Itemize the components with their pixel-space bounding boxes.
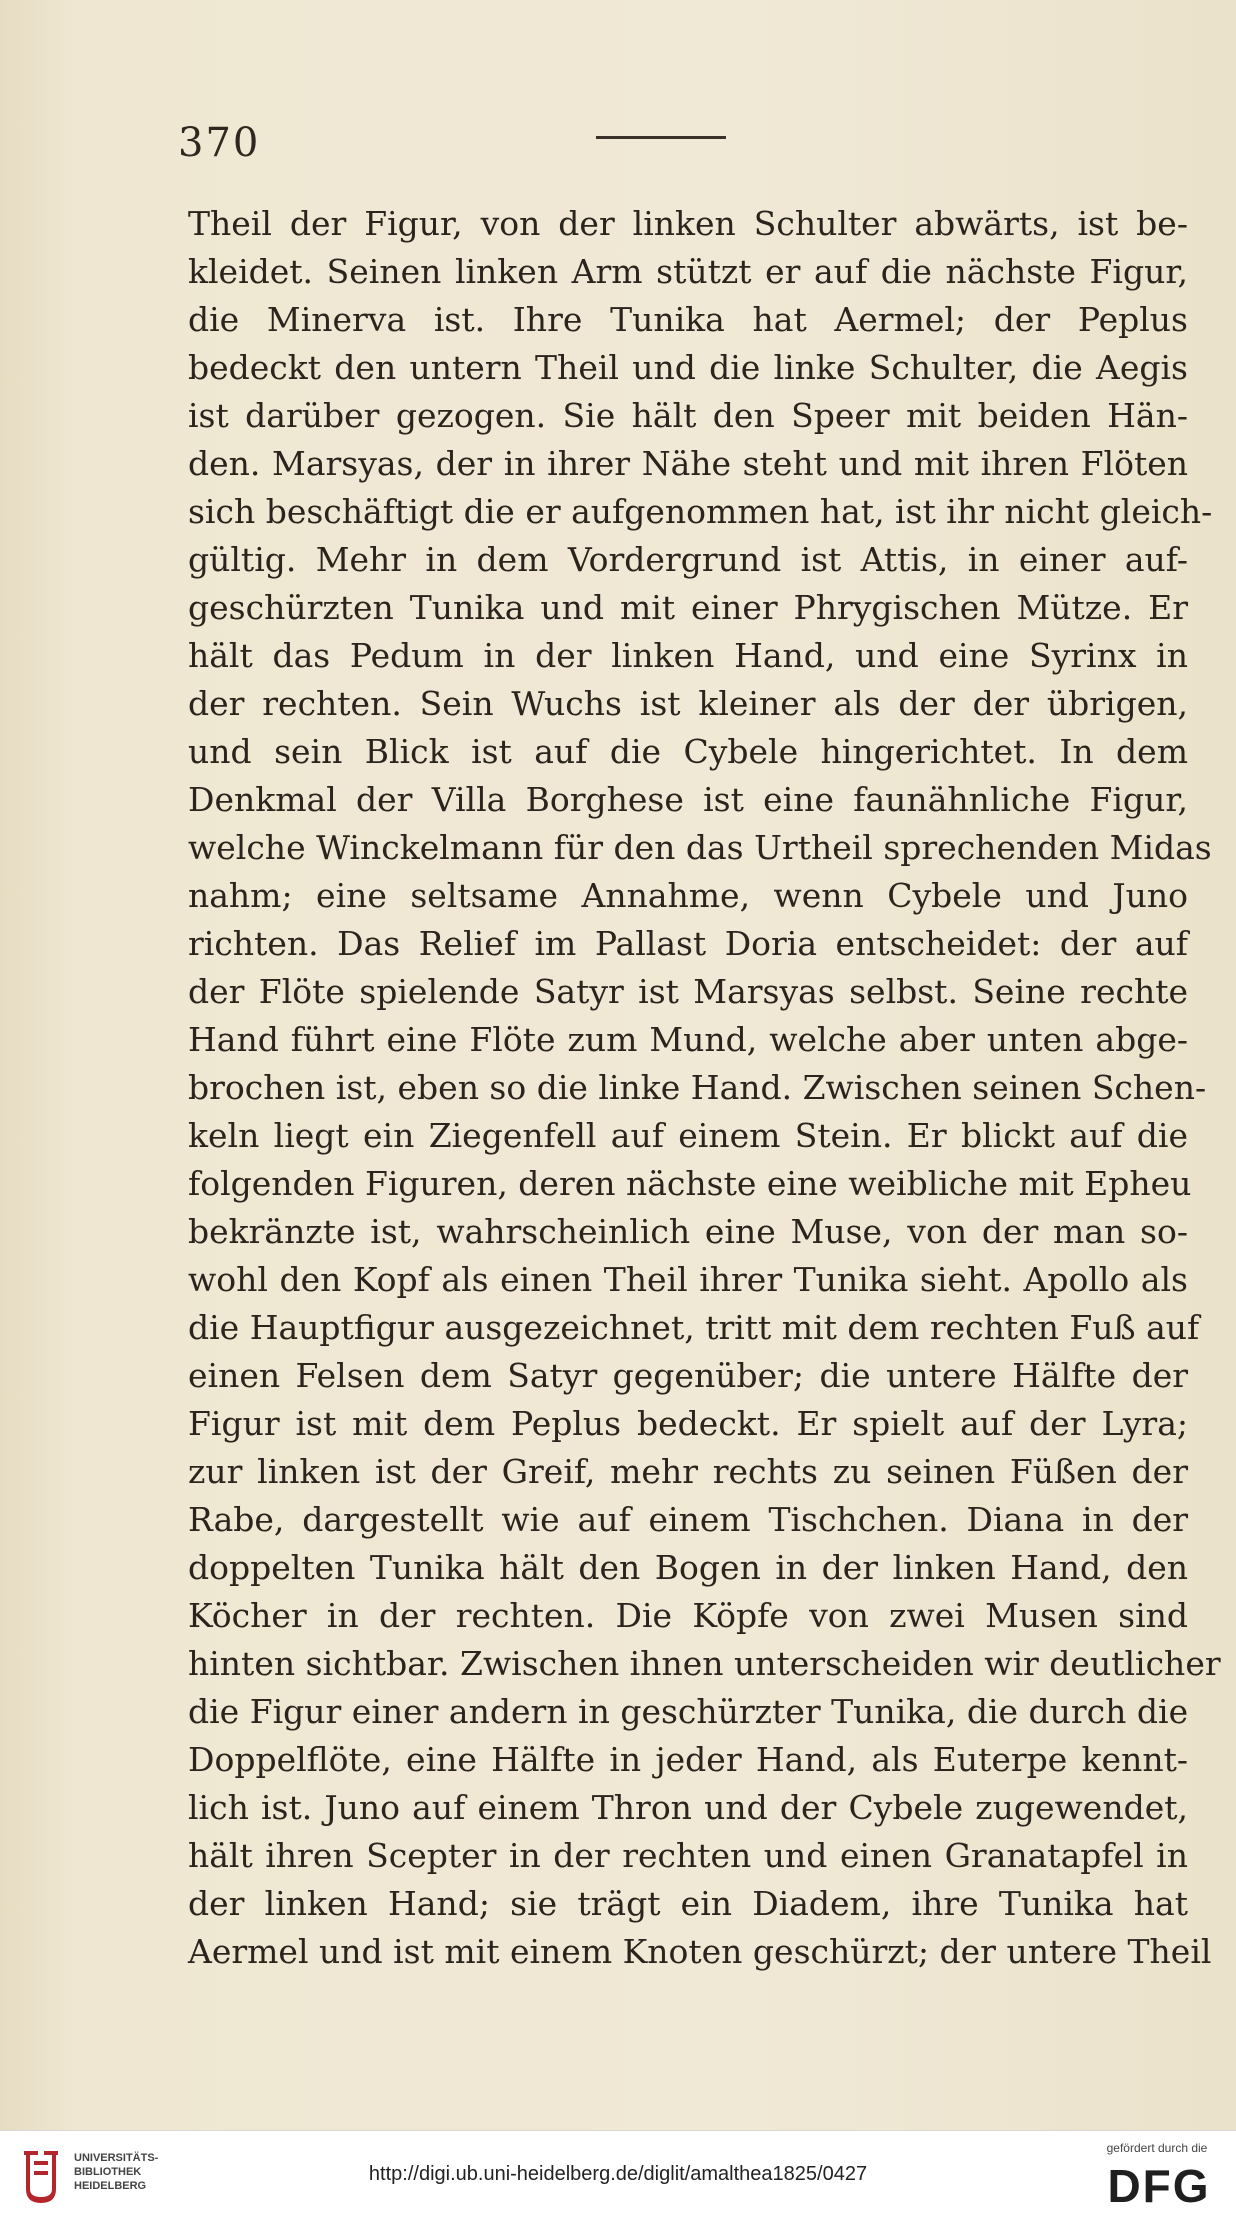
text-line: der rechten. Sein Wuchs ist kleiner als der der übrigen, bbox=[188, 684, 1188, 723]
text-line: Köcher in der rechten. Die Köpfe von zwei Musen sind bbox=[188, 1596, 1188, 1635]
text-line: doppelten Tunika hält den Bogen in der linken Hand, den bbox=[188, 1548, 1188, 1587]
text-line: sich beschäftigt die er aufgenommen hat, ist ihr nicht gleich- bbox=[188, 492, 1213, 531]
text-line: der Flöte spielende Satyr ist Marsyas selbst. Seine rechte bbox=[188, 972, 1188, 1011]
text-line: Doppelflöte, eine Hälfte in jeder Hand, als Euterpe kennt- bbox=[188, 1740, 1188, 1779]
text-line: brochen ist, eben so die linke Hand. Zwischen seinen Schen- bbox=[188, 1068, 1207, 1107]
text-line: Aermel und ist mit einem Knoten geschürzt; der untere Theil bbox=[188, 1932, 1212, 1971]
library-name-line: HEIDELBERG bbox=[74, 2180, 147, 2192]
university-library-logo-icon bbox=[14, 2145, 68, 2207]
text-line: Hand führt eine Flöte zum Mund, welche aber unten abge- bbox=[188, 1020, 1188, 1059]
text-line: wohl den Kopf als einen Theil ihrer Tunika sieht. Apollo als bbox=[188, 1260, 1188, 1299]
library-name bbox=[74, 2151, 194, 2193]
header-rule bbox=[596, 136, 726, 139]
viewer-footer bbox=[0, 2130, 1236, 2221]
text-line: den. Marsyas, der in ihrer Nähe steht und mit ihren Flöten bbox=[188, 444, 1188, 483]
library-name-line: BIBLIOTHEK bbox=[74, 2166, 142, 2178]
text-line: lich ist. Juno auf einem Thron und der Cybele zugewendet, bbox=[188, 1788, 1188, 1827]
text-line: der linken Hand; sie trägt ein Diadem, ihre Tunika hat bbox=[188, 1884, 1188, 1923]
text-line: richten. Das Relief im Pallast Doria entscheidet: der auf bbox=[188, 924, 1188, 963]
text-line: Denkmal der Villa Borghese ist eine faunähnliche Figur, bbox=[188, 780, 1188, 819]
text-line: die Minerva ist. Ihre Tunika hat Aermel; der Peplus bbox=[188, 300, 1188, 339]
permalink-url[interactable]: http://digi.ub.uni-heidelberg.de/diglit/amalthea1825/0427 bbox=[368, 2163, 868, 2185]
body-text bbox=[188, 200, 1221, 1976]
text-line: bedeckt den untern Theil und die linke Schulter, die Aegis bbox=[188, 348, 1188, 387]
text-line: kleidet. Seinen linken Arm stützt er auf die nächste Figur, bbox=[188, 252, 1188, 291]
text-line: die Figur einer andern in geschürzter Tunika, die durch die bbox=[188, 1692, 1189, 1731]
text-line: hält das Pedum in der linken Hand, und eine Syrinx in bbox=[188, 636, 1188, 675]
text-line: die Hauptfigur ausgezeichnet, tritt mit dem rechten Fuß auf bbox=[188, 1308, 1200, 1347]
text-line: hinten sichtbar. Zwischen ihnen unterscheiden wir deutlicher bbox=[188, 1644, 1221, 1683]
text-line: und sein Blick ist auf die Cybele hingerichtet. In dem bbox=[188, 732, 1188, 771]
text-line: einen Felsen dem Satyr gegenüber; die untere Hälfte der bbox=[188, 1356, 1188, 1395]
text-line: hält ihren Scepter in der rechten und einen Granatapfel in bbox=[188, 1836, 1188, 1875]
text-line: ist darüber gezogen. Sie hält den Speer mit beiden Hän- bbox=[188, 396, 1188, 435]
dfg-logo: DFG bbox=[1107, 2160, 1211, 2212]
text-line: keln liegt ein Ziegenfell auf einem Stein. Er blickt auf die bbox=[188, 1116, 1188, 1155]
text-line: Theil der Figur, von der linken Schulter abwärts, ist be- bbox=[188, 204, 1188, 243]
text-line: welche Winckelmann für den das Urtheil sprechenden Midas bbox=[188, 828, 1212, 867]
text-line: zur linken ist der Greif, mehr rechts zu seinen Füßen der bbox=[188, 1452, 1188, 1491]
text-line: nahm; eine seltsame Annahme, wenn Cybele und Juno bbox=[188, 876, 1188, 915]
text-line: bekränzte ist, wahrscheinlich eine Muse, von der man so- bbox=[188, 1212, 1188, 1251]
text-line: geschürzten Tunika und mit einer Phrygischen Mütze. Er bbox=[188, 588, 1188, 627]
text-line: gültig. Mehr in dem Vordergrund ist Attis, in einer auf- bbox=[188, 540, 1188, 579]
text-line: Figur ist mit dem Peplus bedeckt. Er spielt auf der Lyra; bbox=[188, 1404, 1188, 1443]
page-number: 370 bbox=[178, 120, 261, 166]
library-name-line: UNIVERSITÄTS- bbox=[74, 2152, 159, 2164]
funding-caption: gefördert durch die bbox=[1106, 2141, 1208, 2155]
text-line: Rabe, dargestellt wie auf einem Tischchen. Diana in der bbox=[188, 1500, 1188, 1539]
text-line: folgenden Figuren, deren nächste eine weibliche mit Epheu bbox=[188, 1164, 1192, 1203]
